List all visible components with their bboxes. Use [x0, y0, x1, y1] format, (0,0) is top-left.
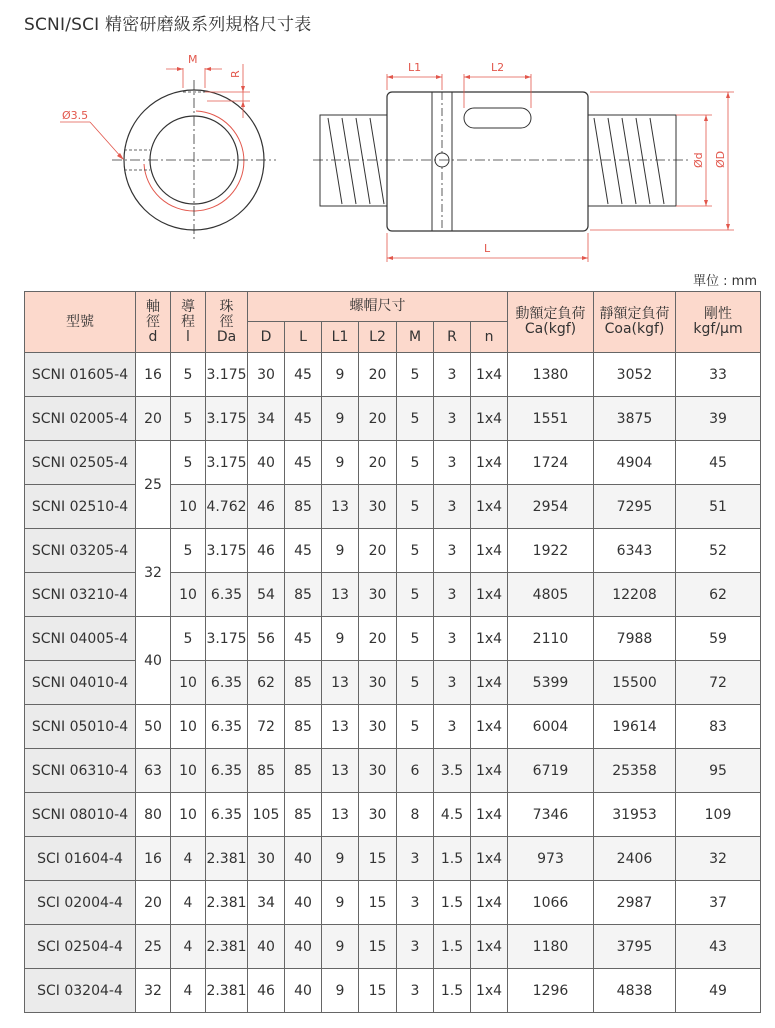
cell-n: 1x4: [471, 705, 508, 749]
table-row: [25, 617, 761, 661]
cell-ca: 1724: [508, 441, 594, 485]
cell-d: 54: [248, 573, 285, 617]
label-l: L: [484, 242, 491, 255]
cell-r: 3: [434, 485, 471, 529]
cell-d: 105: [248, 793, 285, 837]
cell-d: 80: [136, 793, 171, 837]
cell-d: 25: [136, 925, 171, 969]
cell-coa: 7295: [594, 485, 676, 529]
header-rigidity: 剛性 kgf/μm: [676, 292, 761, 353]
cell-d: 46: [248, 969, 285, 1013]
cell-d: 40: [136, 617, 171, 705]
cell-l1: 13: [322, 749, 359, 793]
cell-da: 3.175: [206, 617, 248, 661]
cell-coa: 2987: [594, 881, 676, 925]
cell-k: 45: [676, 441, 761, 485]
cell-l2: 30: [359, 749, 397, 793]
table-row: [25, 441, 761, 485]
header-n: n: [471, 322, 508, 353]
table-row: [25, 573, 761, 617]
cell-da: 6.35: [206, 749, 248, 793]
cell-da: 6.35: [206, 573, 248, 617]
cell-l: 45: [285, 397, 322, 441]
cell-d: 50: [136, 705, 171, 749]
cell-d: 32: [136, 969, 171, 1013]
cell-da: 3.175: [206, 441, 248, 485]
cell-ca: 1180: [508, 925, 594, 969]
cell-l: 85: [285, 749, 322, 793]
cell-d: 20: [136, 881, 171, 925]
cell-d: 30: [248, 353, 285, 397]
cell-model: SCNI 01605-4: [25, 353, 136, 397]
cell-l2: 20: [359, 353, 397, 397]
cell-l: 85: [285, 705, 322, 749]
cell-ca: 1296: [508, 969, 594, 1013]
cell-l: 5: [171, 617, 206, 661]
table-row: [25, 793, 761, 837]
header-shaft-dia: 軸 徑 d: [136, 292, 171, 353]
cell-r: 1.5: [434, 969, 471, 1013]
cell-m: 8: [397, 793, 434, 837]
cell-k: 43: [676, 925, 761, 969]
end-view-drawing: [60, 53, 276, 240]
header-model: 型號: [25, 292, 136, 353]
cell-n: 1x4: [471, 749, 508, 793]
cell-n: 1x4: [471, 617, 508, 661]
cell-model: SCI 02504-4: [25, 925, 136, 969]
cell-l2: 15: [359, 925, 397, 969]
cell-ca: 5399: [508, 661, 594, 705]
cell-model: SCI 01604-4: [25, 837, 136, 881]
cell-l2: 30: [359, 793, 397, 837]
cell-l1: 13: [322, 661, 359, 705]
cell-l: 10: [171, 485, 206, 529]
cell-n: 1x4: [471, 353, 508, 397]
cell-m: 5: [397, 705, 434, 749]
cell-l: 5: [171, 529, 206, 573]
cell-da: 2.381: [206, 925, 248, 969]
cell-m: 5: [397, 485, 434, 529]
cell-l2: 30: [359, 485, 397, 529]
cell-m: 3: [397, 969, 434, 1013]
spec-table: [24, 291, 761, 1013]
cell-da: 2.381: [206, 881, 248, 925]
header-row-1: [25, 292, 761, 322]
cell-k: 39: [676, 397, 761, 441]
cell-n: 1x4: [471, 661, 508, 705]
header-dynamic-load: 動額定負荷 Ca(kgf): [508, 292, 594, 353]
table-row: [25, 969, 761, 1013]
cell-model: SCNI 03210-4: [25, 573, 136, 617]
cell-ca: 1922: [508, 529, 594, 573]
cell-l: 40: [285, 837, 322, 881]
header-D: D: [248, 322, 285, 353]
cell-l: 4: [171, 925, 206, 969]
cell-n: 1x4: [471, 793, 508, 837]
cell-l1: 9: [322, 529, 359, 573]
cell-ca: 4805: [508, 573, 594, 617]
cell-r: 3: [434, 661, 471, 705]
cell-da: 3.175: [206, 529, 248, 573]
cell-l1: 13: [322, 485, 359, 529]
cell-coa: 4904: [594, 441, 676, 485]
cell-n: 1x4: [471, 573, 508, 617]
table-row: [25, 529, 761, 573]
cell-model: SCI 03204-4: [25, 969, 136, 1013]
cell-m: 5: [397, 397, 434, 441]
cell-l: 45: [285, 617, 322, 661]
cell-l: 40: [285, 925, 322, 969]
cell-l1: 9: [322, 837, 359, 881]
cell-ca: 1551: [508, 397, 594, 441]
cell-d: 62: [248, 661, 285, 705]
label-d-large: ØD: [714, 150, 727, 168]
cell-l1: 13: [322, 573, 359, 617]
page-title: SCNI/SCI 精密研磨級系列規格尺寸表: [24, 15, 312, 35]
cell-l2: 15: [359, 881, 397, 925]
header-L: L: [285, 322, 322, 353]
cell-l: 4: [171, 969, 206, 1013]
cell-l1: 9: [322, 881, 359, 925]
cell-d: 46: [248, 529, 285, 573]
cell-ca: 1380: [508, 353, 594, 397]
cell-l1: 9: [322, 925, 359, 969]
cell-r: 3: [434, 529, 471, 573]
cell-r: 3.5: [434, 749, 471, 793]
cell-ca: 2954: [508, 485, 594, 529]
cell-l1: 9: [322, 353, 359, 397]
label-l1: L1: [408, 61, 422, 74]
cell-l: 10: [171, 793, 206, 837]
cell-l2: 20: [359, 529, 397, 573]
cell-l: 45: [285, 529, 322, 573]
cell-l: 5: [171, 353, 206, 397]
table-row: [25, 397, 761, 441]
cell-l2: 15: [359, 837, 397, 881]
cell-d: 56: [248, 617, 285, 661]
cell-model: SCNI 04005-4: [25, 617, 136, 661]
cell-k: 49: [676, 969, 761, 1013]
table-row: [25, 925, 761, 969]
cell-model: SCI 02004-4: [25, 881, 136, 925]
table-body: [25, 353, 761, 1013]
cell-model: SCNI 08010-4: [25, 793, 136, 837]
table-row: [25, 353, 761, 397]
cell-l2: 20: [359, 441, 397, 485]
cell-n: 1x4: [471, 925, 508, 969]
cell-r: 3: [434, 397, 471, 441]
cell-l: 10: [171, 661, 206, 705]
cell-l1: 13: [322, 705, 359, 749]
cell-ca: 7346: [508, 793, 594, 837]
cell-n: 1x4: [471, 881, 508, 925]
cell-coa: 4838: [594, 969, 676, 1013]
cell-m: 5: [397, 529, 434, 573]
unit-label: 單位 : mm: [693, 274, 757, 289]
cell-l: 5: [171, 397, 206, 441]
cell-l: 4: [171, 881, 206, 925]
cell-l1: 9: [322, 441, 359, 485]
cell-coa: 2406: [594, 837, 676, 881]
cell-d: 40: [248, 925, 285, 969]
cell-n: 1x4: [471, 441, 508, 485]
cell-m: 5: [397, 353, 434, 397]
cell-m: 3: [397, 837, 434, 881]
cell-l: 45: [285, 353, 322, 397]
cell-m: 3: [397, 925, 434, 969]
cell-d: 34: [248, 397, 285, 441]
cell-l2: 30: [359, 705, 397, 749]
side-view-drawing: [313, 61, 734, 262]
cell-d: 63: [136, 749, 171, 793]
cell-l2: 20: [359, 397, 397, 441]
cell-model: SCNI 03205-4: [25, 529, 136, 573]
header-M: M: [397, 322, 434, 353]
cell-k: 72: [676, 661, 761, 705]
cell-r: 3: [434, 353, 471, 397]
cell-coa: 3795: [594, 925, 676, 969]
cell-l1: 9: [322, 969, 359, 1013]
cell-ca: 1066: [508, 881, 594, 925]
label-m: M: [188, 53, 198, 66]
cell-l: 45: [285, 441, 322, 485]
cell-ca: 6719: [508, 749, 594, 793]
cell-coa: 3875: [594, 397, 676, 441]
cell-l: 85: [285, 661, 322, 705]
cell-d: 16: [136, 353, 171, 397]
cell-d: 25: [136, 441, 171, 529]
cell-coa: 15500: [594, 661, 676, 705]
cell-k: 95: [676, 749, 761, 793]
cell-da: 3.175: [206, 397, 248, 441]
cell-k: 62: [676, 573, 761, 617]
cell-k: 37: [676, 881, 761, 925]
table-row: [25, 881, 761, 925]
cell-model: SCNI 02505-4: [25, 441, 136, 485]
cell-l1: 9: [322, 617, 359, 661]
table-row: [25, 485, 761, 529]
cell-r: 3: [434, 617, 471, 661]
cell-d: 20: [136, 397, 171, 441]
cell-coa: 31953: [594, 793, 676, 837]
cell-r: 3: [434, 705, 471, 749]
cell-n: 1x4: [471, 837, 508, 881]
cell-da: 2.381: [206, 837, 248, 881]
cell-r: 1.5: [434, 925, 471, 969]
cell-r: 1.5: [434, 837, 471, 881]
header-L1: L1: [322, 322, 359, 353]
cell-l1: 13: [322, 793, 359, 837]
cell-d: 16: [136, 837, 171, 881]
cell-coa: 19614: [594, 705, 676, 749]
header-lead: 導 程 l: [171, 292, 206, 353]
cell-ca: 6004: [508, 705, 594, 749]
cell-da: 2.381: [206, 969, 248, 1013]
header-nut-dimensions: 螺帽尺寸: [248, 292, 508, 322]
cell-l: 85: [285, 793, 322, 837]
cell-da: 6.35: [206, 661, 248, 705]
header-R: R: [434, 322, 471, 353]
cell-m: 6: [397, 749, 434, 793]
cell-ca: 973: [508, 837, 594, 881]
ball-nut-drawing: [0, 40, 775, 265]
cell-r: 3: [434, 441, 471, 485]
cell-coa: 25358: [594, 749, 676, 793]
cell-m: 3: [397, 881, 434, 925]
cell-d: 34: [248, 881, 285, 925]
cell-d: 32: [136, 529, 171, 617]
cell-m: 5: [397, 573, 434, 617]
table-row: [25, 661, 761, 705]
header-L2: L2: [359, 322, 397, 353]
cell-l2: 20: [359, 617, 397, 661]
cell-da: 6.35: [206, 705, 248, 749]
cell-coa: 3052: [594, 353, 676, 397]
cell-d: 46: [248, 485, 285, 529]
cell-m: 5: [397, 661, 434, 705]
cell-n: 1x4: [471, 397, 508, 441]
cell-model: SCNI 02005-4: [25, 397, 136, 441]
cell-m: 5: [397, 441, 434, 485]
cell-r: 3: [434, 573, 471, 617]
cell-n: 1x4: [471, 529, 508, 573]
cell-n: 1x4: [471, 485, 508, 529]
cell-l2: 30: [359, 573, 397, 617]
label-r: R: [229, 70, 242, 78]
cell-model: SCNI 05010-4: [25, 705, 136, 749]
cell-coa: 12208: [594, 573, 676, 617]
cell-k: 32: [676, 837, 761, 881]
cell-k: 83: [676, 705, 761, 749]
cell-model: SCNI 02510-4: [25, 485, 136, 529]
cell-l: 5: [171, 441, 206, 485]
header-ball-dia: 珠 徑 Da: [206, 292, 248, 353]
header-static-load: 靜額定負荷 Coa(kgf): [594, 292, 676, 353]
cell-d: 85: [248, 749, 285, 793]
cell-k: 33: [676, 353, 761, 397]
cell-l: 85: [285, 573, 322, 617]
label-d-small: Ød: [692, 152, 705, 168]
cell-k: 51: [676, 485, 761, 529]
cell-l2: 30: [359, 661, 397, 705]
cell-d: 30: [248, 837, 285, 881]
cell-coa: 6343: [594, 529, 676, 573]
cell-l: 40: [285, 881, 322, 925]
cell-ca: 2110: [508, 617, 594, 661]
cell-da: 4.762: [206, 485, 248, 529]
table-row: [25, 705, 761, 749]
cell-k: 59: [676, 617, 761, 661]
cell-l: 10: [171, 573, 206, 617]
cell-coa: 7988: [594, 617, 676, 661]
cell-l: 10: [171, 705, 206, 749]
cell-l: 10: [171, 749, 206, 793]
cell-da: 3.175: [206, 353, 248, 397]
cell-l: 4: [171, 837, 206, 881]
label-l2: L2: [491, 61, 505, 74]
cell-l1: 9: [322, 397, 359, 441]
label-hole: Ø3.5: [62, 109, 89, 122]
cell-l2: 15: [359, 969, 397, 1013]
cell-da: 6.35: [206, 793, 248, 837]
cell-l: 40: [285, 969, 322, 1013]
cell-r: 4.5: [434, 793, 471, 837]
cell-model: SCNI 06310-4: [25, 749, 136, 793]
cell-m: 5: [397, 617, 434, 661]
table-row: [25, 837, 761, 881]
cell-k: 52: [676, 529, 761, 573]
cell-k: 109: [676, 793, 761, 837]
cell-d: 40: [248, 441, 285, 485]
cell-r: 1.5: [434, 881, 471, 925]
cell-l: 85: [285, 485, 322, 529]
table-row: [25, 749, 761, 793]
cell-d: 72: [248, 705, 285, 749]
cell-model: SCNI 04010-4: [25, 661, 136, 705]
cell-n: 1x4: [471, 969, 508, 1013]
